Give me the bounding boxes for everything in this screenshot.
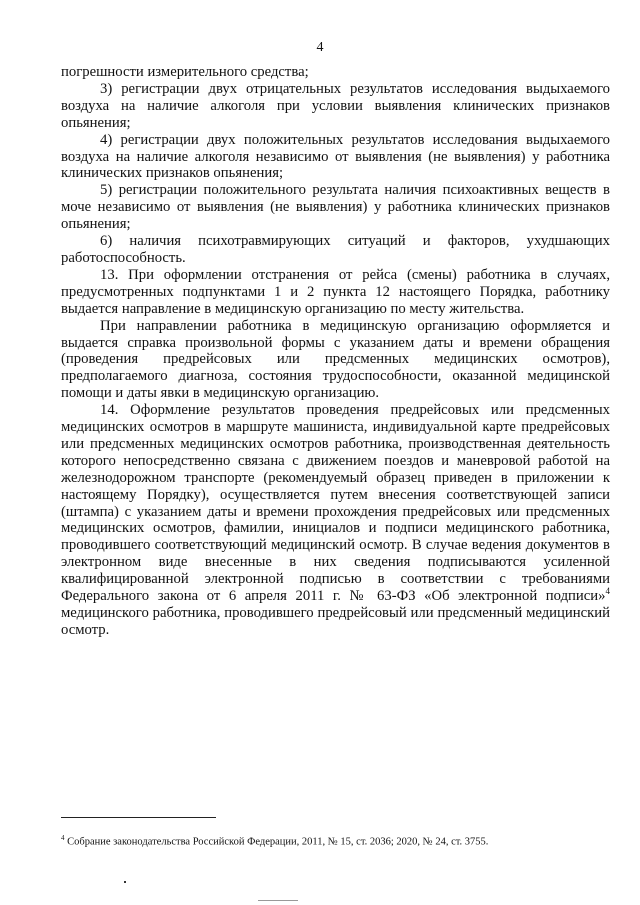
footnote-marker: 4 (61, 834, 65, 842)
scan-speck (124, 881, 126, 883)
clause-14-text: 14. Оформление результатов проведения предрейсовых или предсменных медицинских осмотров в маршруте машиниста, индивидуальной карте предрейсовых или предсменных медицинских осмотров работника, производственная деятельность которого непосредственно связана с движением поездов и маневровой работой на железнодорожном транспорте (рекомендуемый образец приведен в приложении к настоящему Порядку), осуществляется путем внесения соответствующей записи (штампа) с указанием даты и времени прохождения предрейсовых или предсменных медицинских осмотров, фамилии, инициалов и подписи медицинского работника, проводившего соответствующий медицинский осмотр. В случае ведения документов в электронном виде внесенные в них сведения подписываются усиленной квалифицированной электронной подписью в соответствии с требованиями Федерального закона от 6 апреля 2011 г. № 63-ФЗ «Об электронной подписи» (61, 402, 610, 605)
scan-speck (258, 900, 298, 901)
list-item-4: 4) регистрации двух положительных результатов исследования выдыхаемого воздуха на наличие алкоголя независимо от выявления (не выявления) у работника клинических признаков опьянения; (61, 131, 610, 182)
list-item-3: 3) регистрации двух отрицательных результатов исследования выдыхаемого воздуха на наличие алкоголя при условии выявления клинических признаков опьянения; (61, 80, 610, 131)
clause-14-text-end: медицинского работника, проводившего предрейсовый или предсменный медицинский осмотр. (61, 605, 610, 638)
clause-13-certificate: При направлении работника в медицинскую организацию оформляется и выдается справка произвольной формы с указанием даты и времени обращения (проведения предрейсовых или предсменных медицинских осмотров), предполагаемого диагноза, состояния трудоспособности, оказанной медицинской помощи и даты явки в медицинскую организацию. (61, 317, 610, 402)
footnote-separator (61, 817, 216, 818)
paragraph-continuation: погрешности измерительного средства; (61, 64, 309, 80)
page-number: 4 (316, 40, 324, 55)
list-item-5: 5) регистрации положительного результата наличия психоактивных веществ в моче независимо от выявления (не выявления) у работника клинических признаков опьянения; (61, 182, 610, 233)
list-item-6: 6) наличия психотравмирующих ситуаций и факторов, ухудшающих работоспособность. (61, 233, 610, 266)
body-text (61, 64, 610, 639)
clause-13: 13. При оформлении отстранения от рейса (смены) работника в случаях, предусмотренных подпунктами 1 и 2 пункта 12 настоящего Порядка, работнику выдается направление в медицинскую организацию по месту жительства. (61, 266, 610, 317)
clause-14 (61, 402, 610, 639)
footnote (61, 832, 610, 849)
footnote-text: Собрание законодательства Российской Федерации, 2011, № 15, ст. 2036; 2020, № 24, ст. 3755. (64, 836, 489, 848)
footnote-reference: 4 (605, 586, 610, 597)
